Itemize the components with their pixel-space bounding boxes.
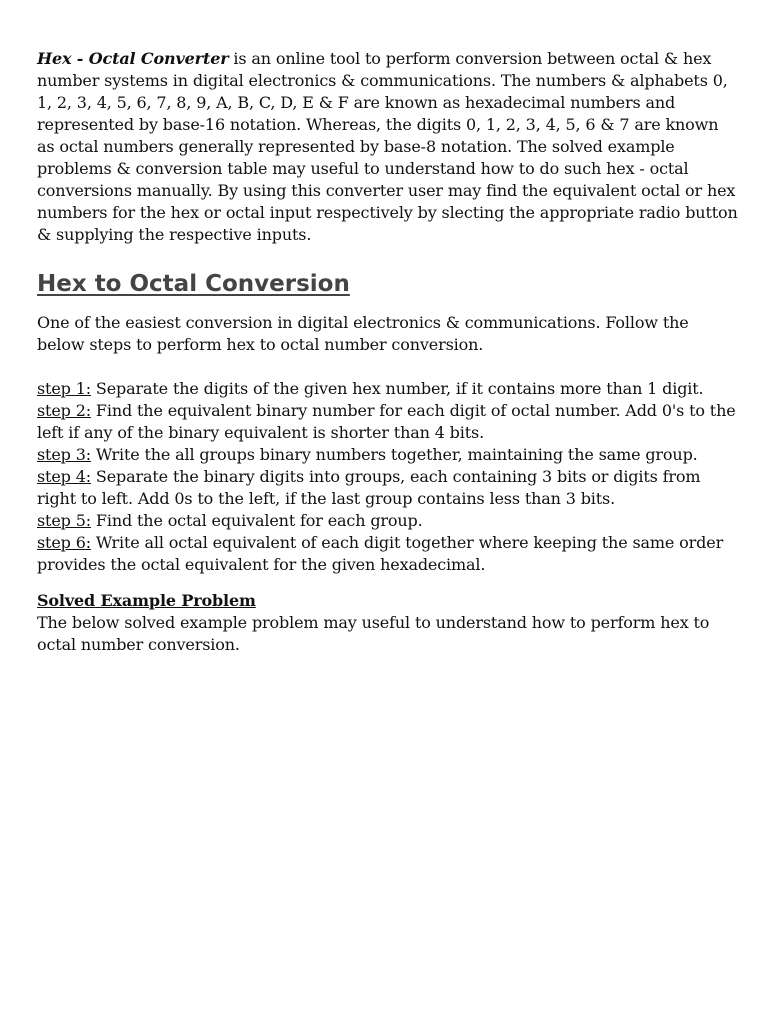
step-text: Find the equivalent binary number for each digit of octal number. Add 0's to the left if any of the binary equivalent is shorter than 4 bits. [37, 401, 736, 442]
intro-paragraph [37, 48, 740, 246]
step-item [37, 444, 740, 466]
step-text: Write the all groups binary numbers together, maintaining the same group. [90, 445, 698, 464]
step-label: step 3: [37, 445, 91, 464]
step-item [37, 510, 740, 532]
step-label: step 6: [37, 533, 91, 552]
step-text: Find the octal equivalent for each group. [90, 511, 423, 530]
intro-title: Hex - Octal Converter [37, 49, 229, 68]
section-intro: One of the easiest conversion in digital electronics & communications. Follow the below steps to perform hex to octal number conversion. [37, 313, 689, 354]
step-label: step 4: [37, 467, 91, 486]
example-heading: Solved Example Problem [37, 591, 256, 610]
step-label: step 1: [37, 379, 91, 398]
step-item [37, 378, 740, 400]
section-heading: Hex to Octal Conversion [37, 271, 350, 297]
step-text: Separate the digits of the given hex number, if it contains more than 1 digit. [90, 379, 704, 398]
step-label: step 5: [37, 511, 91, 530]
example-text: The below solved example problem may useful to understand how to perform hex to octal number conversion. [37, 613, 710, 654]
step-text: Separate the binary digits into groups, each containing 3 bits or digits from right to left. Add 0s to the left, if the last group contains less than 3 bits. [37, 467, 701, 508]
step-item [37, 532, 740, 576]
document-body [37, 48, 740, 656]
step-text: Write all octal equivalent of each digit together where keeping the same order provides the octal equivalent for the given hexadecimal. [37, 533, 724, 574]
step-label: step 2: [37, 401, 91, 420]
steps-list [37, 378, 740, 576]
intro-text: is an online tool to perform conversion between octal & hex number systems in digital electronics & communications. The numbers & alphabets 0, 1, 2, 3, 4, 5, 6, 7, 8, 9, A, B, C, D, E & F are known as hexadecimal numbers and represented by base-16 notation. Whereas, the digits 0, 1, 2, 3, 4, 5, 6 & 7 are known as octal numbers generally represented by base-8 notation. The solved example problems & conversion table may useful to understand how to do such hex - octal conversions manually. By using this converter user may find the equivalent octal or hex numbers for the hex or octal input respectively by slecting the appropriate radio button & supplying the respective inputs. [37, 49, 738, 244]
step-item [37, 466, 740, 510]
step-item [37, 400, 740, 444]
